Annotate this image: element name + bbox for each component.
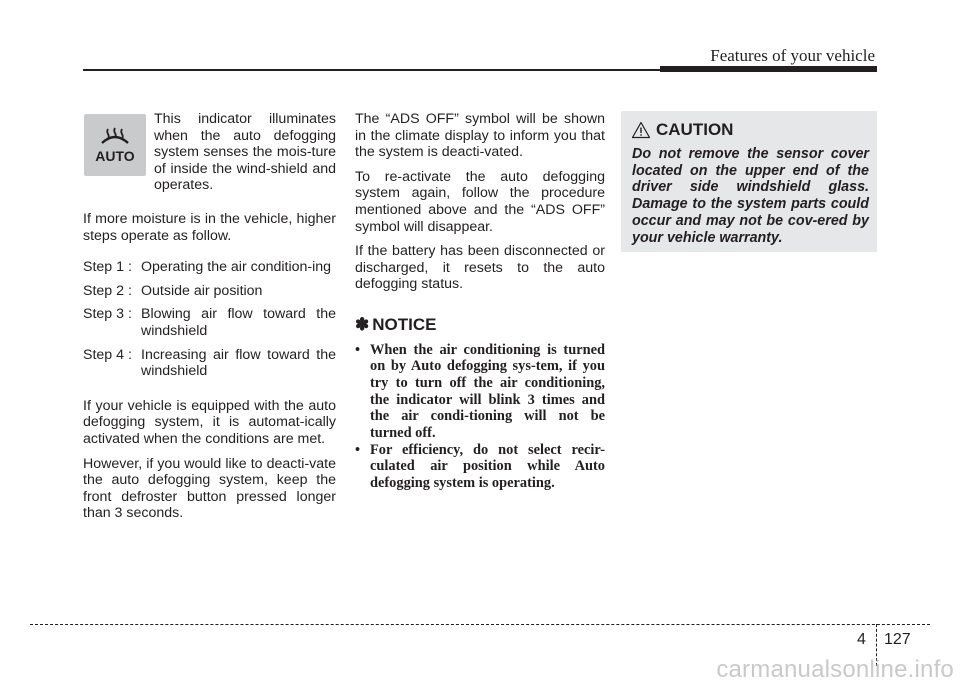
battery-paragraph: If the battery has been disconnected or discharged, it resets to the auto defogging status.	[355, 243, 605, 293]
step-label: Step 4 :	[83, 346, 132, 363]
notice-item	[355, 342, 605, 442]
step-text: Increasing air flow toward the windshield	[141, 346, 336, 380]
middle-column	[355, 111, 605, 492]
step-label: Step 2 :	[83, 282, 132, 299]
step-text: Operating the air condition-ing	[141, 259, 332, 276]
indicator-description: This indicator illuminates when the auto defogging system senses the mois-ture of inside the wind-shield and operates.	[154, 111, 336, 194]
step-text: Outside air position	[141, 282, 263, 299]
ads-off-paragraph: The “ADS OFF” symbol will be shown in the climate display to inform you that the system is deacti-vated.	[355, 111, 605, 161]
notice-item-text: For efficiency, do not select recir-culated air position while Auto defogging system is operating.	[370, 441, 605, 492]
step-item	[83, 306, 336, 339]
notice-star-icon: ✽	[355, 314, 370, 334]
header-rule-accent	[660, 66, 877, 72]
moisture-paragraph: If more moisture is in the vehicle, higher steps operate as follow.	[83, 211, 336, 244]
step-item	[83, 259, 336, 276]
step-label: Step 3 :	[83, 306, 132, 323]
step-label: Step 1 :	[83, 259, 132, 276]
auto-icon-label: AUTO	[95, 148, 135, 164]
chapter-number: 4	[857, 631, 866, 648]
bullet: •	[355, 441, 361, 458]
notice-list	[355, 342, 605, 492]
auto-defog-icon	[84, 114, 146, 176]
caution-heading	[631, 120, 733, 140]
header-rule	[83, 69, 663, 71]
warning-triangle-icon	[631, 121, 651, 139]
caution-title: CAUTION	[656, 120, 734, 139]
notice-item	[355, 442, 605, 492]
bullet: •	[355, 341, 361, 358]
watermark: carmanualsonline.info	[716, 656, 954, 683]
equipped-paragraph: If your vehicle is equipped with the auto defogging system, it is automat-ically activated when the conditions are met.	[83, 397, 336, 447]
notice-item-text: When the air conditioning is turned on by Auto defogging sys-tem, if you try to turn off the air conditioning, the indicator will blink 3 times and the air condi-tioning will not be turned off.	[370, 341, 605, 442]
step-text: Blowing air flow toward the windshield	[141, 306, 336, 339]
footer-rule	[30, 624, 930, 625]
step-item	[83, 347, 336, 380]
page-number: 127	[884, 631, 911, 648]
section-title: Features of your vehicle	[710, 46, 875, 65]
caution-box	[621, 111, 877, 252]
caution-text: Do not remove the sensor cover located on the upper end of the driver side windshield glass. Damage to the system parts could occur and may not be cov-ered by your vehicle warranty.	[632, 146, 869, 246]
steps-list	[83, 259, 336, 380]
notice-title: NOTICE	[372, 314, 437, 334]
indicator-block	[83, 111, 336, 199]
reactivate-paragraph: To re-activate the auto defogging system again, follow the procedure mentioned above and the “ADS OFF” symbol will disappear.	[355, 168, 605, 235]
deactivate-paragraph: However, if you would like to deacti-vate the auto defogging system, keep the front defroster button pressed longer than 3 seconds.	[83, 455, 336, 522]
step-item	[83, 283, 336, 300]
left-column	[83, 111, 336, 530]
notice-heading	[355, 314, 605, 334]
